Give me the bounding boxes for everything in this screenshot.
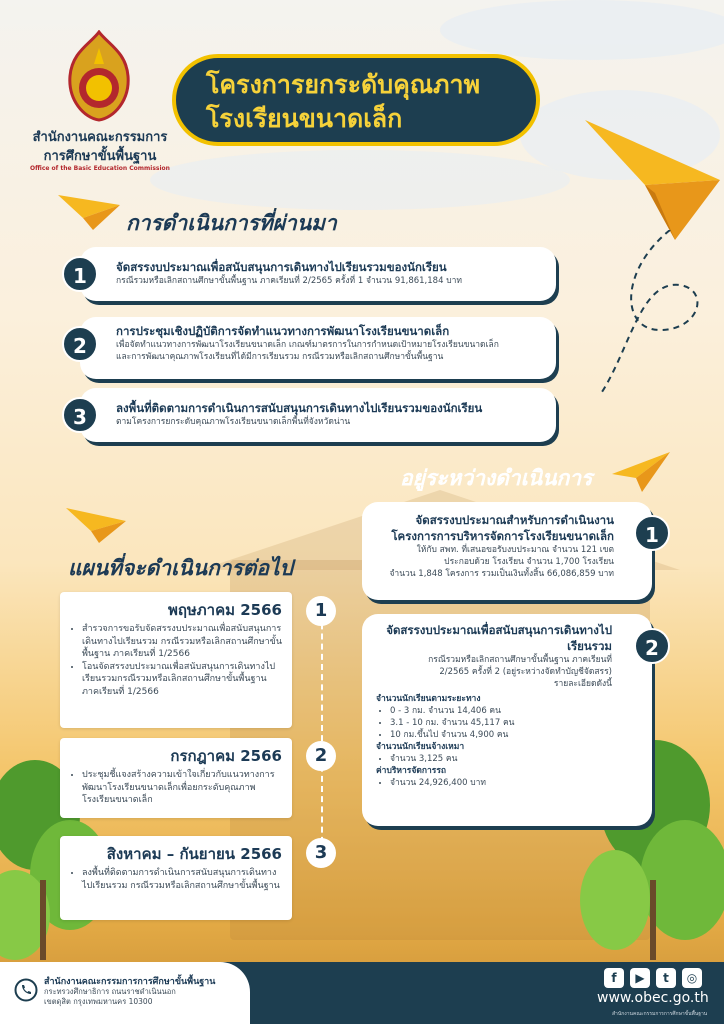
ongoing-card-desc: 2/2565 ครั้งที่ 2 (อยู่ระหว่างจัดทำบัญชีจัดสรร) xyxy=(439,667,612,677)
footer-address xyxy=(44,987,176,1007)
ongoing-section-heading: อยู่ระหว่างดำเนินการ xyxy=(400,466,593,490)
ongoing-card-title: จัดสรรงบประมาณเพื่อสนับสนุนการเดินทางไป xyxy=(386,623,612,637)
paper-plane-icon xyxy=(612,452,670,492)
list-item: • ประชุมชี้แจงสร้างความเข้าใจเกี่ยวกับแนวทางการพัฒนาโรงเรียนขนาดเล็กเพื่อยกระดับคุณภาพโรงเรียนขนาดเล็ก xyxy=(82,769,282,807)
twitter-icon[interactable]: t xyxy=(656,968,676,988)
step-number-badge: 2 xyxy=(62,326,98,362)
org-name-line1: สำนักงานคณะกรรมการ xyxy=(32,130,168,145)
globe-icon[interactable]: ◎ xyxy=(682,968,702,988)
ongoing-card-title: จัดสรรงบประมาณสำหรับการดำเนินงาน xyxy=(415,513,614,527)
ongoing-card-desc: กรณีรวมหรือเลิกสถานศึกษาขั้นพื้นฐาน ภาคเรียนที่ xyxy=(428,655,612,665)
org-name-thai xyxy=(20,128,180,166)
list-item: • 10 กม.ขึ้นไป จำนวน 4,900 คน xyxy=(390,729,612,741)
group-heading: จำนวนนักเรียนตามระยะทาง xyxy=(376,694,481,704)
timeline-line xyxy=(321,603,323,853)
ongoing-card-desc: รายละเอียดดังนี้ xyxy=(553,679,612,689)
paper-plane-icon xyxy=(58,190,120,230)
past-card-desc: และการพัฒนาคุณภาพโรงเรียนที่ได้มีการเรียนรวม กรณีรวมหรือเลิกสถานศึกษาขั้นพื้นฐาน xyxy=(116,352,444,362)
dashed-flight-path xyxy=(600,230,724,400)
cloud xyxy=(440,0,724,60)
past-card-desc: กรณีรวมหรือเลิกสถานศึกษาขั้นพื้นฐาน ภาคเรียนที่ 2/2565 ครั้งที่ 1 จำนวน 91,861,184 บาท xyxy=(116,276,462,286)
footer-address-line2: เขตดุสิต กรุงเทพมหานคร 10300 xyxy=(44,997,153,1006)
past-card-title: จัดสรรงบประมาณเพื่อสนับสนุนการเดินทางไปเรียนรวมของนักเรียน xyxy=(116,260,447,274)
past-card-1 xyxy=(80,247,556,301)
page-title xyxy=(172,54,540,146)
list-item: • จำนวน 24,926,400 บาท xyxy=(390,777,612,789)
past-card-desc: ตามโครงการยกระดับคุณภาพโรงเรียนขนาดเล็กพื้นที่จังหวัดน่าน xyxy=(116,417,351,427)
cloud xyxy=(150,150,570,210)
timeline-number: 2 xyxy=(306,741,336,771)
list-item: • 0 - 3 กม. จำนวน 14,406 คน xyxy=(390,705,612,717)
step-number-badge: 1 xyxy=(62,256,98,292)
website-link[interactable]: www.obec.go.th xyxy=(597,990,709,1006)
ongoing-card-2 xyxy=(362,614,652,826)
step-number-badge: 1 xyxy=(634,515,670,551)
plan-section-heading: แผนที่จะดำเนินการต่อไป xyxy=(68,556,293,580)
past-card-desc: เพื่อจัดทำแนวทางการพัฒนาโรงเรียนขนาดเล็ก เกณฑ์มาตรการในการกำหนดเป้าหมายโรงเรียนขนาดเล็ก xyxy=(116,340,499,350)
plan-card-2 xyxy=(60,738,292,818)
plan-month: กรกฎาคม 2566 xyxy=(170,747,282,765)
obec-logo-icon xyxy=(64,30,134,122)
ongoing-card-desc: จำนวน 1,848 โครงการ รวมเป็นเงินทั้งสิ้น 66,086,859 บาท xyxy=(389,569,614,579)
list-item: • 3.1 - 10 กม. จำนวน 45,117 คน xyxy=(390,717,612,729)
tree-trunk xyxy=(40,880,46,960)
ongoing-card-title: โครงการการบริหารจัดการโรงเรียนขนาดเล็ก xyxy=(391,529,614,543)
phone-icon xyxy=(14,978,38,1002)
list-item: • ลงพื้นที่ติดตามการดำเนินการสนับสนุนการเดินทางไปเรียนรวม กรณีรวมหรือเลิกสถานศึกษาขั้นพื้นฐาน xyxy=(82,867,282,892)
youtube-icon[interactable]: ▶ xyxy=(630,968,650,988)
past-card-2 xyxy=(80,317,556,379)
footer-address-line1: กระทรวงศึกษาธิการ ถนนราชดำเนินนอก xyxy=(44,987,176,996)
org-name-line2: การศึกษาขั้นพื้นฐาน xyxy=(43,149,157,164)
ongoing-card-desc: ให้กับ สพท. ที่เสนอขอรับงบประมาณ จำนวน 121 เขต xyxy=(416,545,614,555)
title-line1: โครงการยกระดับคุณภาพ xyxy=(206,70,481,99)
ongoing-card-desc: ประกอบด้วย โรงเรียน จำนวน 1,700 โรงเรียน xyxy=(444,557,614,567)
timeline-number: 3 xyxy=(306,838,336,868)
step-number-badge: 3 xyxy=(62,397,98,433)
tree xyxy=(580,850,650,950)
step-number-badge: 2 xyxy=(634,628,670,664)
website-caption: สำนักงานคณะกรรมการการศึกษาขั้นพื้นฐาน xyxy=(612,1011,708,1017)
footer-org-name: สำนักงานคณะกรรมการการศึกษาขั้นพื้นฐาน xyxy=(44,977,216,987)
list-item: • สำรวจการขอรับจัดสรรงบประมาณเพื่อสนับสนุนการเดินทางไปเรียนรวม กรณีรวมหรือเลิกสถานศึกษาขั้นพื้นฐาน ภาคเรียนที่ 1/2566 xyxy=(82,623,282,661)
list-item: • โอนจัดสรรงบประมาณเพื่อสนับสนุนการเดินทางไปเรียนรวมกรณีรวมหรือเลิกสถานศึกษาขั้นพื้นฐาน ภาคเรียนที่ 1/2566 xyxy=(82,661,282,699)
plan-card-1 xyxy=(60,592,292,728)
group-heading: จำนวนนักเรียนจ้างเหมา xyxy=(376,742,465,752)
timeline-number: 1 xyxy=(306,596,336,626)
list-item: • จำนวน 3,125 คน xyxy=(390,753,612,765)
ongoing-card-1 xyxy=(362,502,652,600)
facebook-icon[interactable]: f xyxy=(604,968,624,988)
past-section-heading: การดำเนินการที่ผ่านมา xyxy=(126,211,337,235)
ongoing-card-title: เรียนรวม xyxy=(567,639,612,653)
plan-month: สิงหาคม – กันยายน 2566 xyxy=(106,845,282,863)
past-card-3 xyxy=(80,388,556,442)
past-card-title: ลงพื้นที่ติดตามการดำเนินการสนับสนุนการเดินทางไปเรียนรวมของนักเรียน xyxy=(116,401,483,415)
tree-trunk xyxy=(650,880,656,960)
past-card-title: การประชุมเชิงปฏิบัติการจัดทำแนวทางการพัฒนาโรงเรียนขนาดเล็ก xyxy=(116,324,450,338)
group-heading: ค่าบริหารจัดการรถ xyxy=(376,766,447,776)
plan-month: พฤษภาคม 2566 xyxy=(167,601,282,619)
paper-plane-icon xyxy=(585,115,720,245)
plan-card-3 xyxy=(60,836,292,920)
org-name-english: Office of the Basic Education Commission xyxy=(30,165,170,172)
paper-plane-icon xyxy=(66,503,126,543)
title-line2: โรงเรียนขนาดเล็ก xyxy=(206,104,403,133)
